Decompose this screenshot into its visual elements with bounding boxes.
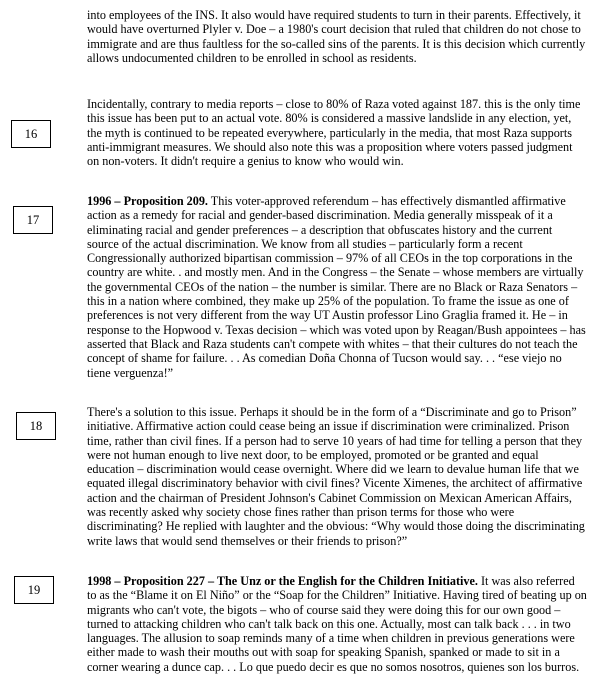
paragraph-2-text: Incidentally, contrary to media reports – close to 80% of Raza voted against 187. this is the only time this issue has been put to an actual vote. 80% is considered a massive landslide in any election, yet, the myth is continued to be repeated everywhere, particularly in the media, that most Raza supports anti-immigrant measures. We should also note this was a proposition where voters passed judgment on non-voters. It didn't require a genius to know who would win. (87, 97, 581, 169)
paragraph-5-text: It was also referred to as the “Blame it on El Niño” or the “Soap for the Children” Initiative. Having tired of beating up on migrants who can't vote, the bigots – who of course said they were doing this for our own good – turned to attacking children who can't talk back on this one. Actually, most can talk back . . . in two languages. The allusion to soap reminds many of a time when children in previous generations were either made to wash their mouths out with soap for speaking Spanish, spanked or made to sit in a corner wearing a dunce cap. . . Lo que puedo decir es que no somos nosotros, quienes son los burros. (87, 574, 587, 674)
paragraph-3 (87, 194, 587, 380)
note-number-17: 17 (13, 206, 53, 234)
note-number-16: 16 (11, 120, 51, 148)
paragraph-5-heading: 1998 – Proposition 227 – The Unz or the English for the Children Initiative. (87, 574, 478, 588)
paragraph-5 (87, 574, 587, 674)
paragraph-1-text: into employees of the INS. It also would have required students to turn in their parents. Effectively, it would have overturned Plyler v. Doe – a 1980's court decision that ruled that children do not chose to immigrate and are thus faultless for the so-called sins of the parents. It is this decision which currently allows undocumented children to be enrolled in school as residents. (87, 8, 586, 65)
paragraph-4-text: There's a solution to this issue. Perhaps it should be in the form of a “Discriminate and go to Prison” initiative. Affirmative action could cease being an issue if discrimination were criminalized. Prison time, rather than civil fines. If a person had to serve 10 years of had time for telling a person that they were not human enough to live next door, to be employed, promoted or be granted and equal education – discrimination would cease overnight. Where did we learn to devalue human life that we equated illegal discriminatory behavior with civil fines? Vicente Ximenes, the architect of affirmative action and the chairman of President Johnson's Cabinet Commission on Mexican American Affairs, was recently asked why society chose fines rather than prison terms for those who were discriminating? He replied with laughter and the obvious: “Why would those doing the discriminating write laws that would send themselves or their friends to prison?” (87, 405, 585, 548)
paragraph-2 (87, 97, 587, 168)
note-number-18: 18 (16, 412, 56, 440)
paragraph-3-heading: 1996 – Proposition 209. (87, 194, 208, 208)
paragraph-3-text: This voter-approved referendum – has effectively dismantled affirmative action as a remedy for racial and gender-based discrimination. Media generally misspeak of it a eliminating racial and gender preferences – a description that obfuscates history and the current source of the actual discrimination. We know from all studies – particularly form a recent Congressionally authorized bipartisan commission – 97% of all CEOs in the top corporations in the country are white. . and mostly men. And in the Congress – the Senate – whose members are virtually the governmental CEOs of the nation – the number is similar. There are no Black or Raza Senators – this in a nation where combined, they make up 25% of the population. To frame the issue as one of preferences is not very different from the way UT Austin professor Lino Graglia framed it. He – in response to the Hopwood v. Texas decision – which was voted upon by Reagan/Bush appointees – has asserted that Black and Raza students can't compete with whites – that their cultures do not teach the concept of shame for failure. . . As comedian Doña Chonna of Tucson would say. . . “ese viejo no tiene verguenza!” (87, 194, 586, 380)
paragraph-1 (87, 8, 587, 65)
paragraph-4 (87, 405, 587, 548)
note-number-19: 19 (14, 576, 54, 604)
